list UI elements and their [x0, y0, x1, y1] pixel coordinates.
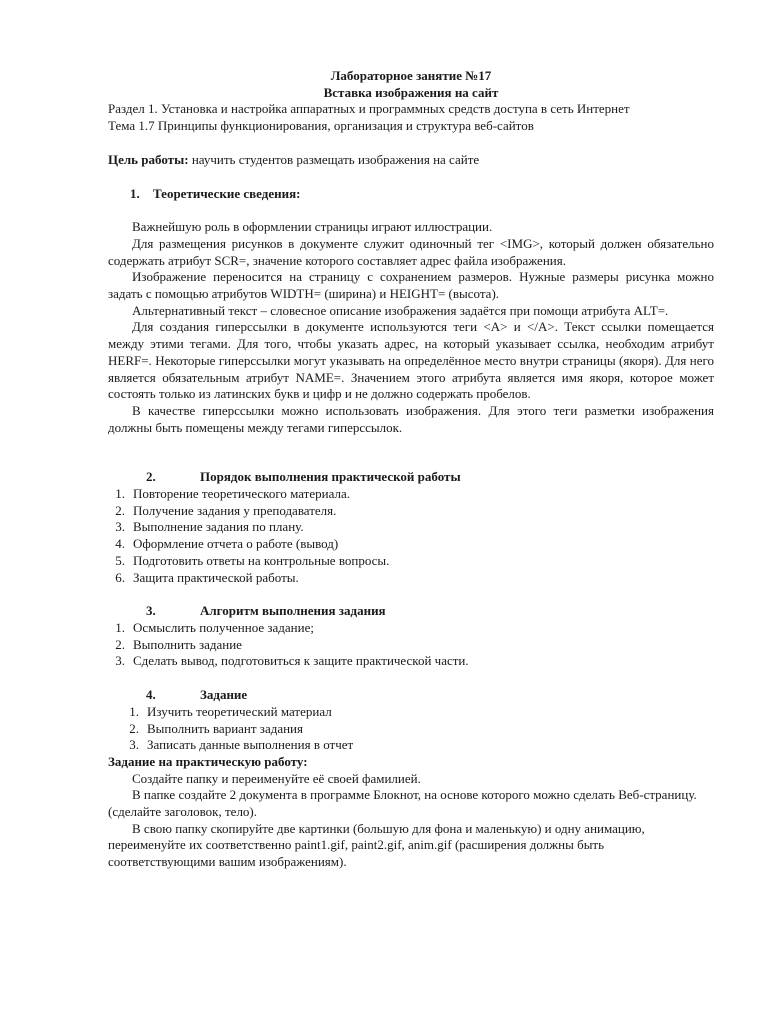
goal-label: Цель работы:	[108, 151, 189, 167]
list-number: 3.	[115, 653, 125, 669]
section-4-title: Задание	[200, 687, 248, 703]
list-number: 2.	[115, 502, 125, 518]
list-item	[108, 637, 714, 654]
list-item	[108, 503, 714, 520]
list-number: 2.	[115, 636, 125, 652]
list-text: Выполнить задание	[133, 636, 242, 652]
list-item	[122, 721, 714, 738]
list-number: 1.	[115, 619, 125, 635]
list-number: 1.	[115, 486, 125, 502]
theory-paragraph: Для размещения рисунков в документе служит одиночный тег <IMG>, который должен обязательно содержать атрибут SCR=, значение которого составляет адрес файла изображения.	[108, 235, 714, 268]
list-item	[108, 620, 714, 637]
section-3-heading	[108, 603, 714, 620]
list-number: 4.	[115, 536, 125, 552]
procedure-list	[108, 486, 714, 586]
section-3-number: 3.	[146, 603, 156, 619]
list-text: Оформление отчета о работе (вывод)	[133, 536, 339, 552]
doc-title-line1: Лабораторное занятие №17	[330, 68, 492, 83]
section-1-title: Теоретические сведения:	[153, 185, 301, 201]
list-number: 5.	[115, 552, 125, 568]
list-item	[122, 704, 714, 721]
section-4-heading	[108, 687, 714, 704]
list-number: 6.	[115, 569, 125, 585]
section-1-number: 1.	[130, 185, 140, 201]
topic-line: Тема 1.7 Принципы функционирования, организация и структура веб-сайтов	[108, 118, 534, 134]
list-item	[108, 553, 714, 570]
algorithm-list	[108, 620, 714, 670]
list-text: Изучить теоретический материал	[147, 703, 332, 719]
list-item	[108, 570, 714, 587]
list-item	[108, 653, 714, 670]
list-text: Защита практической работы.	[133, 569, 299, 585]
list-item	[122, 737, 714, 754]
list-text: Повторение теоретического материала.	[133, 486, 350, 502]
task-paragraph: В папке создайте 2 документа в программе Блокнот, на основе которого можно сделать Веб-страницу. (сделайте заголовок, тело).	[108, 787, 697, 820]
list-text: Выполнить вариант задания	[147, 720, 303, 736]
theory-paragraph: Важнейшую роль в оформлении страницы играют иллюстрации.	[132, 219, 493, 235]
list-item	[108, 519, 714, 536]
theory-paragraph: Изображение переносится на страницу с сохранением размеров. Нужные размеры рисунка можно задать с помощью атрибутов WIDTH= (ширина) и HEIGHT= (высота).	[108, 269, 714, 302]
task-steps-list	[108, 704, 714, 754]
section-line: Раздел 1. Установка и настройка аппаратных и программных средств доступа в сеть Интернет	[108, 101, 630, 117]
theory-paragraph: Для создания гиперссылки в документе используются теги <A> и </A>. Текст ссылки помещается между этими тегами. Для того, чтобы указать адрес, на который указывает ссылка, необходим атрибут HERF=. Некоторые гиперссылки могут указывать на определённое место внутри страницы (якоря). Для него является обязательным атрибут NAME=. Значением этого атрибута является имя якоря, которое может состоять только из латинских букв и цифр и не должно содержать пробелов.	[108, 319, 714, 402]
list-text: Сделать вывод, подготовиться к защите практической части.	[133, 653, 469, 669]
list-text: Подготовить ответы на контрольные вопросы.	[133, 552, 390, 568]
list-text: Осмыслить полученное задание;	[133, 619, 314, 635]
section-4-number: 4.	[146, 687, 156, 703]
task-heading: Задание на практическую работу:	[108, 753, 308, 769]
section-2-heading	[108, 469, 714, 486]
document-content	[108, 68, 714, 871]
list-item	[108, 536, 714, 553]
list-text: Получение задания у преподавателя.	[133, 502, 337, 518]
section-3-title: Алгоритм выполнения задания	[200, 603, 386, 619]
section-1-heading	[108, 186, 714, 203]
list-item	[108, 486, 714, 503]
theory-paragraph: В качестве гиперссылки можно использовать изображения. Для этого теги разметки изображения должны быть помещены между тегами гиперссылок.	[108, 402, 714, 435]
list-number: 3.	[115, 519, 125, 535]
goal-line	[108, 152, 714, 169]
doc-title-line2: Вставка изображения на сайт	[323, 84, 499, 100]
list-number: 1.	[129, 703, 139, 719]
section-2-title: Порядок выполнения практической работы	[200, 469, 461, 485]
list-text: Записать данные выполнения в отчет	[147, 737, 354, 753]
section-2-number: 2.	[146, 469, 156, 485]
list-number: 2.	[129, 720, 139, 736]
theory-paragraph: Альтернативный текст – словесное описание изображения задаётся при помощи атрибута ALT=.	[132, 302, 669, 318]
task-paragraph: Создайте папку и переименуйте её своей фамилией.	[132, 770, 421, 786]
list-number: 3.	[129, 737, 139, 753]
goal-text: научить студентов размещать изображения на сайте	[188, 151, 480, 167]
list-text: Выполнение задания по плану.	[133, 519, 304, 535]
task-paragraph: В свою папку скопируйте две картинки (большую для фона и маленькую) и одну анимацию, переименуйте их соответственно paint1.gif, paint2.gif, anim.gif (расширения должны быть соответствующими вашим изображениям).	[108, 820, 645, 870]
